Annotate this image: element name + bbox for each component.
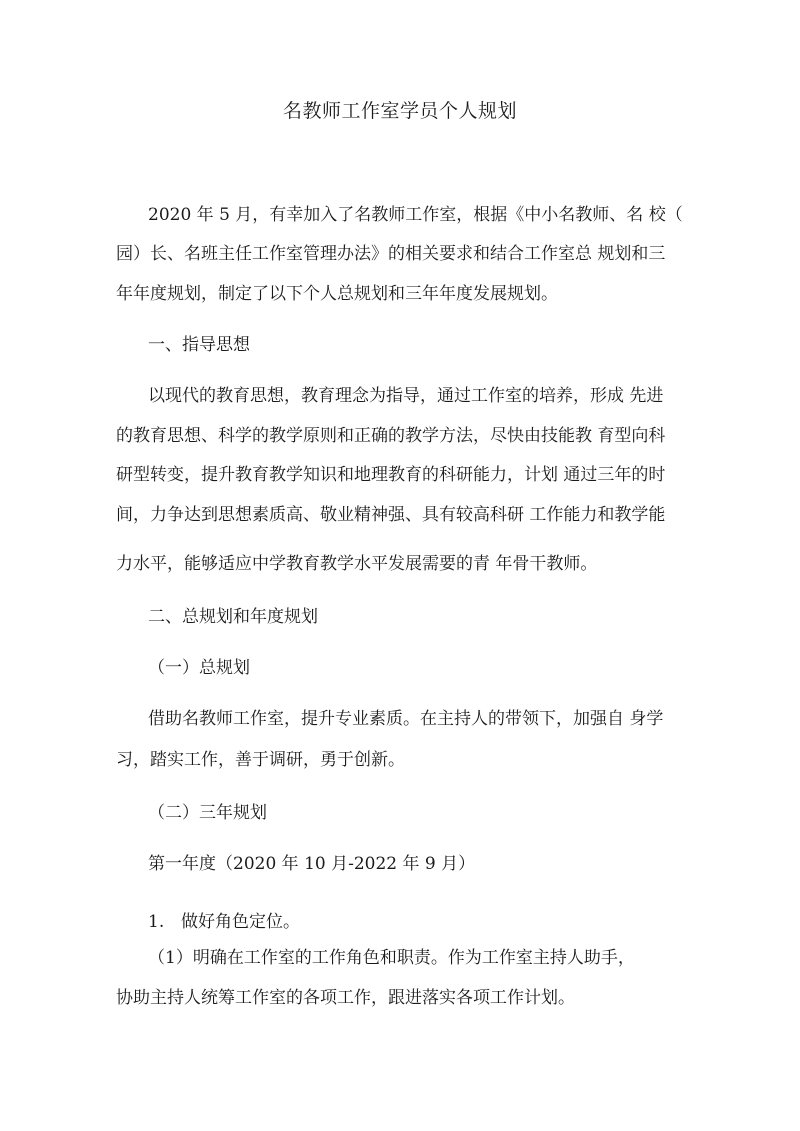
section-heading-overall-plan: 二、总规划和年度规划	[148, 607, 318, 627]
intro-line: 园）长、名班主任工作室管理办法》的相关要求和结合工作室总 规划和三	[116, 244, 666, 264]
subsection-heading-three-year: （二）三年规划	[148, 803, 267, 823]
paragraph-line: 力水平，能够适应中学教育教学水平发展需要的青 年骨干教师。	[116, 554, 598, 574]
document-title: 名教师工作室学员个人规划	[282, 100, 517, 122]
paragraph-line: 以现代的教育思想，教育理念为指导，通过工作室的培养，形成 先进	[148, 386, 664, 406]
year-heading: 第一年度（2020 年 10 月-2022 年 9 月）	[148, 854, 476, 874]
paragraph-line: 间，力争达到思想素质高、敬业精神强、具有较高科研 工作能力和教学能	[116, 505, 666, 525]
paragraph-line: 研型转变，提升教育教学知识和地理教育的科研能力，计划 通过三年的时	[116, 465, 666, 485]
paragraph-line: 习，踏实工作，善于调研，勇于创新。	[116, 750, 405, 770]
paragraph-line: 的教育思想、科学的教学原则和正确的教学方法，尽快由技能教 育型向科	[116, 426, 666, 446]
subsection-heading-overall: （一）总规划	[148, 658, 250, 678]
list-subitem-line: （1）明确在工作室的工作角色和职责。作为工作室主持人助手，	[148, 948, 635, 968]
section-heading-guiding-ideology: 一、指导思想	[148, 335, 250, 355]
intro-line: 年年度规划，制定了以下个人总规划和三年年度发展规划。	[116, 284, 558, 304]
list-item-text: 做好角色定位。	[181, 912, 300, 932]
list-item-number: 1.	[148, 912, 165, 932]
list-subitem-line: 协助主持人统筹工作室的各项工作，跟进落实各项工作计划。	[116, 988, 575, 1008]
intro-line: 2020 年 5 月，有幸加入了名教师工作室，根据《中小名教师、名 校（	[148, 205, 683, 225]
paragraph-line: 借助名教师工作室，提升专业素质。在主持人的带领下，加强自 身学	[148, 709, 664, 729]
